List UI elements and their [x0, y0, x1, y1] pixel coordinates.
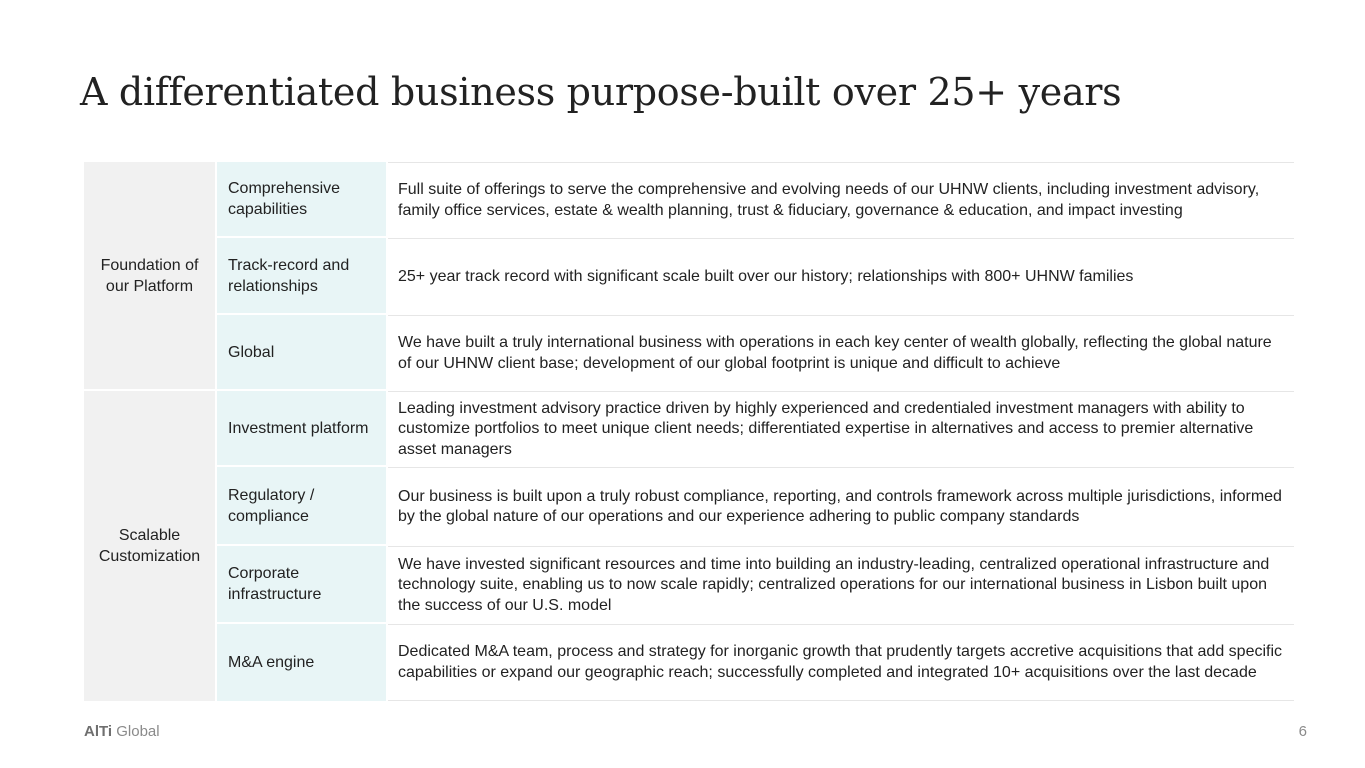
category-cell: Regulatory / compliance [217, 467, 386, 546]
company-logo [84, 723, 160, 740]
capabilities-table [84, 162, 1294, 701]
category-cell: Investment platform [217, 391, 386, 467]
category-cell: Corporate infrastructure [217, 546, 386, 624]
description-cell: Leading investment advisory practice driven by highly experienced and credentialed investment managers with ability to customize portfolios to meet unique client needs; differentiated expertise in alternatives and access to premier alternative asset managers [388, 391, 1294, 467]
description-cell: Full suite of offerings to serve the comprehensive and evolving needs of our UHNW clients, including investment advisory, family office services, estate & wealth planning, trust & fiduciary, governance & education, and impact investing [388, 162, 1294, 238]
group-cell-scalable: Scalable Customization [84, 391, 215, 701]
page-title: A differentiated business purpose-built over 25+ years [80, 70, 1122, 114]
description-cell: We have built a truly international business with operations in each key center of wealth globally, reflecting the global nature of our UHNW client base; development of our global footprint is unique and difficult to achieve [388, 315, 1294, 391]
description-cell: Dedicated M&A team, process and strategy for inorganic growth that prudently targets accretive acquisitions that add specific capabilities or expand our geographic reach; successfully completed and integrated 10+ acquisitions over the last decade [388, 624, 1294, 701]
logo-brand: AlTi [84, 723, 113, 740]
description-cell: 25+ year track record with significant scale built over our history; relationships with 800+ UHNW families [388, 238, 1294, 315]
category-cell: M&A engine [217, 624, 386, 701]
page-number: 6 [1298, 723, 1307, 740]
description-cell: Our business is built upon a truly robust compliance, reporting, and controls framework across multiple jurisdictions, informed by the global nature of our operations and our experience adhering to public company standards [388, 467, 1294, 546]
description-cell: We have invested significant resources and time into building an industry-leading, centralized operational infrastructure and technology suite, enabling us to now scale rapidly; centralized operations for our international business in Lisbon built upon the success of our U.S. model [388, 546, 1294, 624]
logo-suffix: Global [116, 723, 160, 740]
category-cell: Track-record and relationships [217, 238, 386, 315]
group-cell-foundation: Foundation of our Platform [84, 162, 215, 391]
category-cell: Comprehensive capabilities [217, 162, 386, 238]
category-cell: Global [217, 315, 386, 391]
